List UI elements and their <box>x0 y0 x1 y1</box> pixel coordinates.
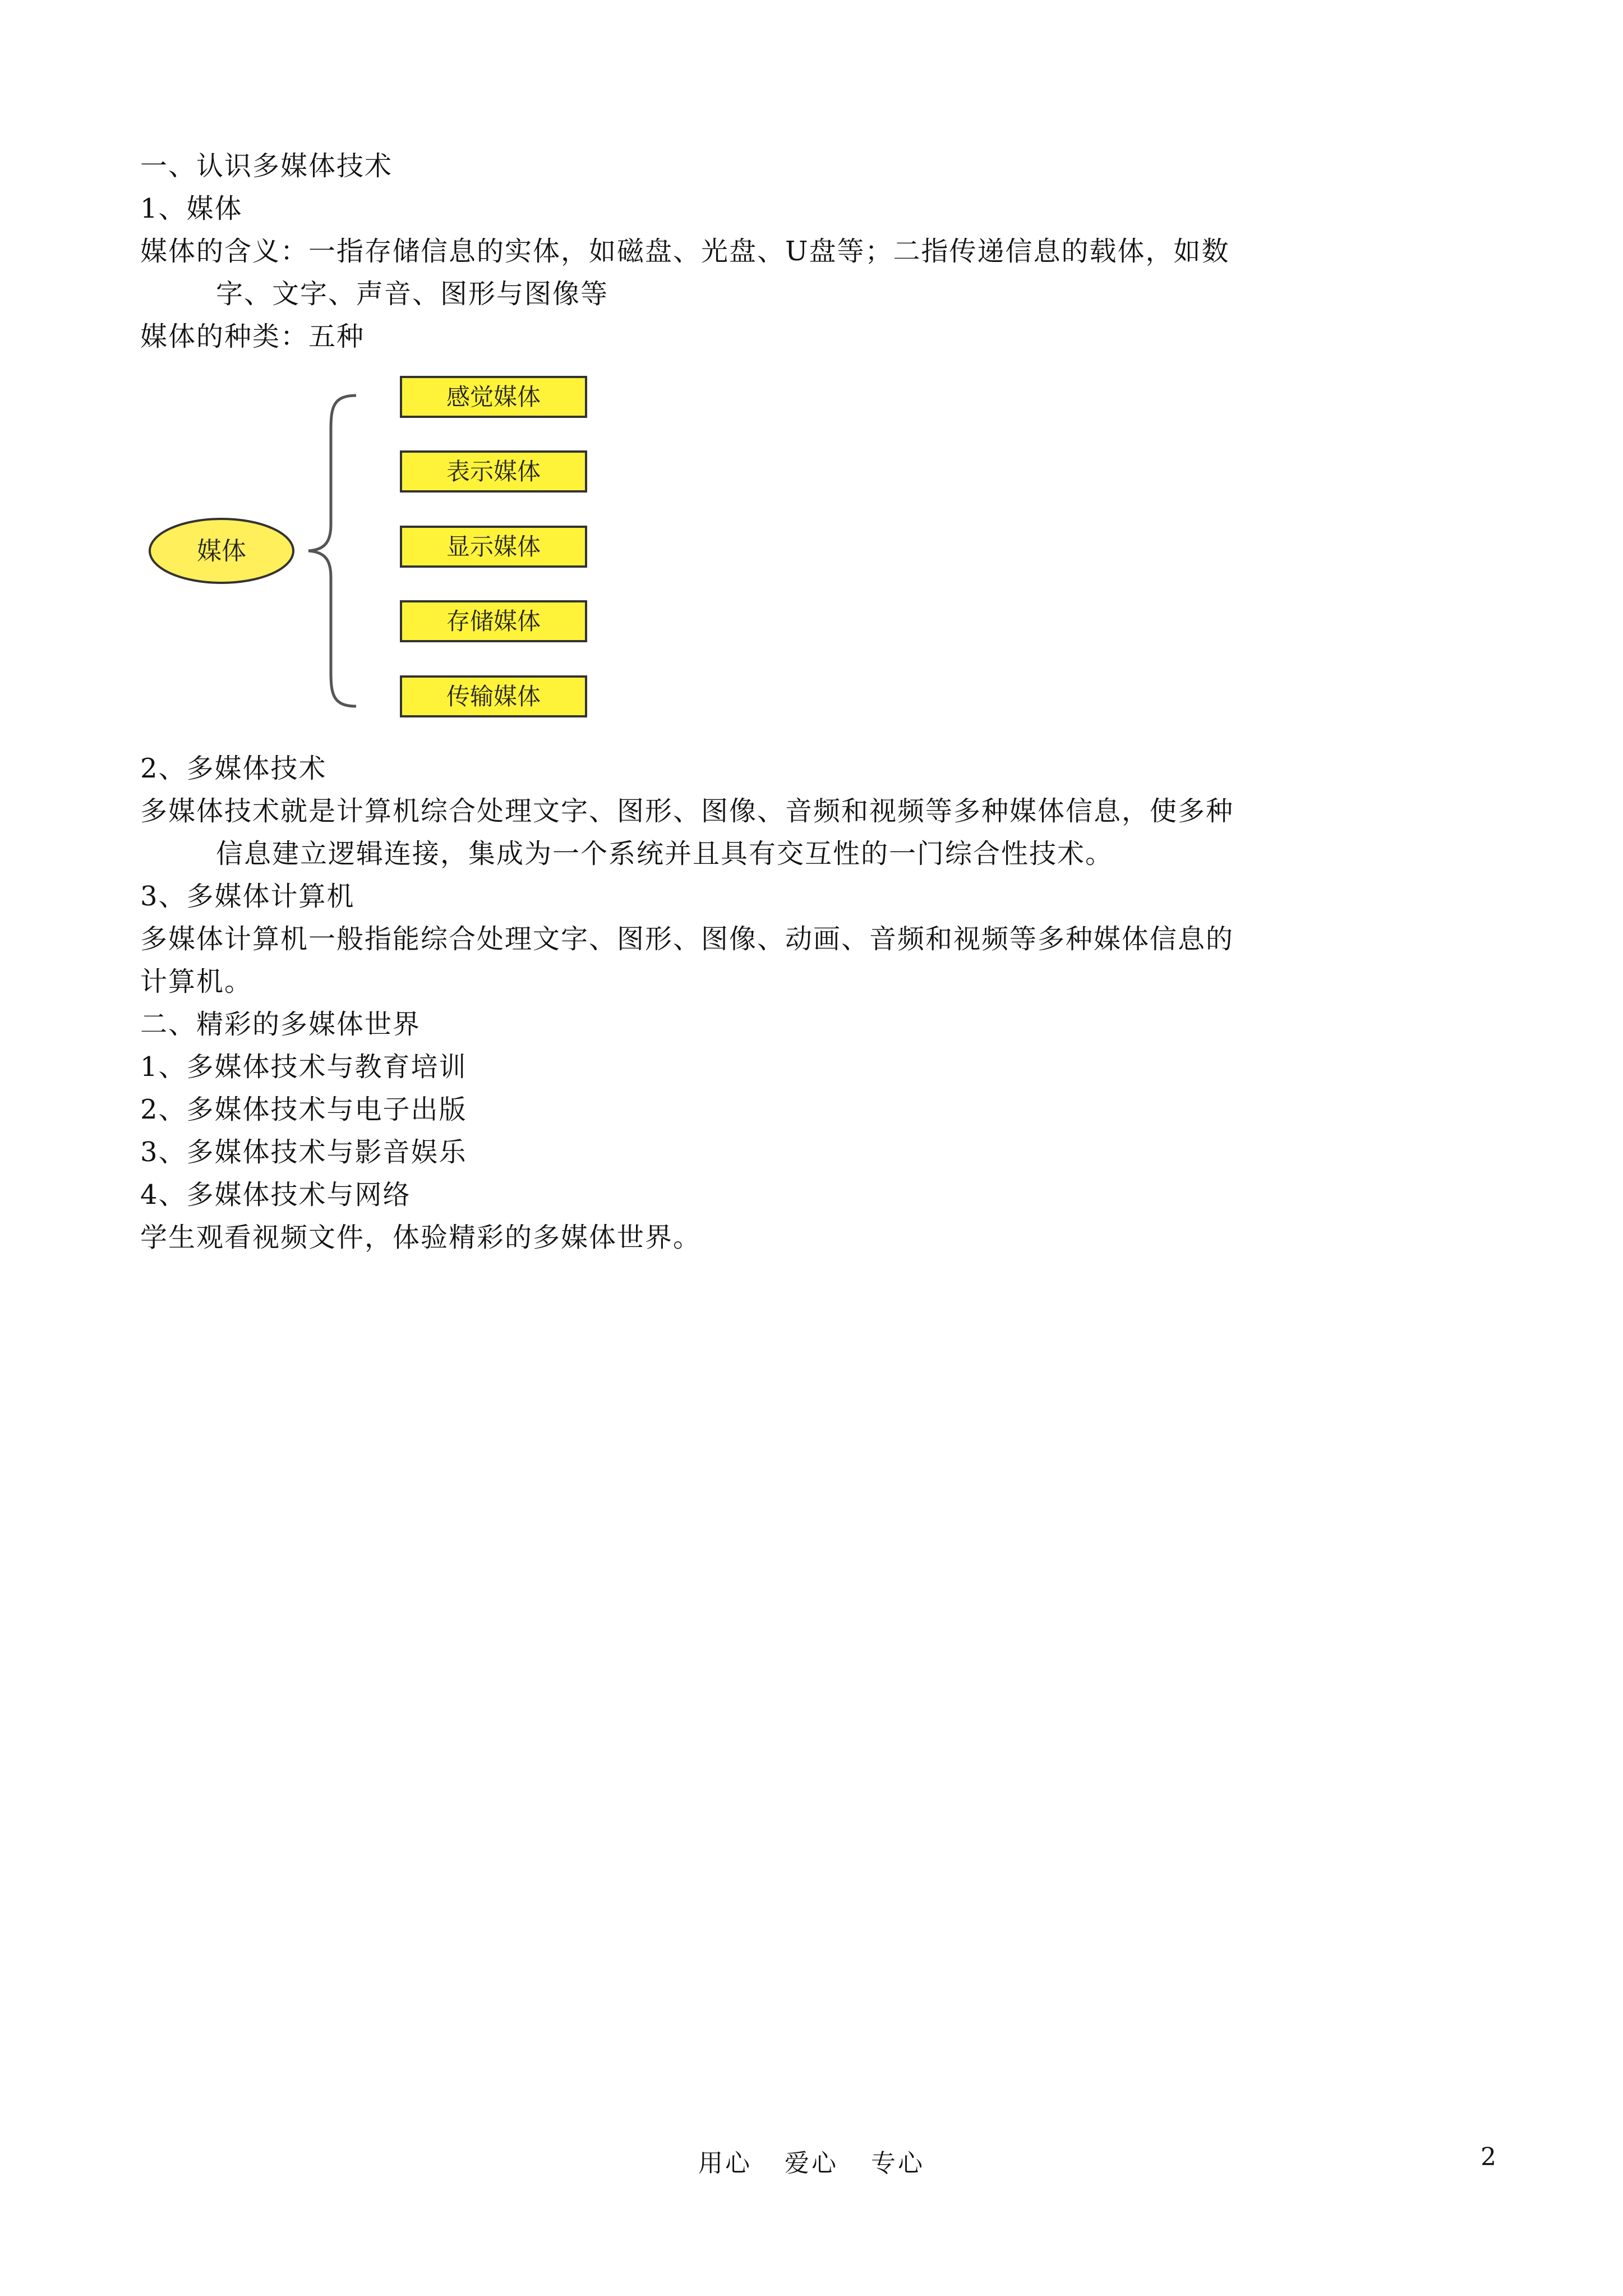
item-label-1: 感觉媒体 <box>446 383 541 411</box>
item-box-2 <box>401 452 586 491</box>
item-box-1 <box>401 377 586 417</box>
item-label-4: 存储媒体 <box>446 608 541 635</box>
closing-sentence: 学生观看视频文件，体验精彩的多媒体世界。 <box>140 1222 702 1253</box>
list-item: 1、多媒体技术与教育培训 <box>140 1051 467 1083</box>
footer-slogan: 用心 爱心 专心 <box>698 2149 925 2178</box>
item-label-2: 表示媒体 <box>446 458 541 485</box>
brace-connector <box>308 395 356 706</box>
media-definition-line-2: 字、文字、声音、图形与图像等 <box>216 278 609 310</box>
multimedia-computer-line-1: 多媒体计算机一般指能综合处理文字、图形、图像、动画、音频和视频等多种媒体信息的 <box>140 923 1234 955</box>
media-definition-line-1: 媒体的含义：一指存储信息的实体，如磁盘、光盘、U盘等；二指传递信息的载体，如数 <box>140 236 1230 267</box>
subsection-title-media: 1、媒体 <box>140 193 243 224</box>
root-label: 媒体 <box>197 537 246 565</box>
item-box-3 <box>401 527 586 567</box>
section-heading-2: 二、精彩的多媒体世界 <box>140 1009 421 1040</box>
multimedia-tech-line-1: 多媒体技术就是计算机综合处理文字、图形、图像、音频和视频等多种媒体信息，使多种 <box>140 795 1234 827</box>
media-types-diagram <box>140 373 645 732</box>
subsection-title-multimedia-computer: 3、多媒体计算机 <box>140 881 355 912</box>
multimedia-computer-line-2: 计算机。 <box>140 966 253 997</box>
item-box-4 <box>401 601 586 641</box>
list-item: 4、多媒体技术与网络 <box>140 1179 411 1211</box>
item-label-3: 显示媒体 <box>446 533 541 560</box>
item-box-5 <box>401 677 586 716</box>
list-item: 3、多媒体技术与影音娱乐 <box>140 1137 467 1168</box>
multimedia-tech-line-2: 信息建立逻辑连接，集成为一个系统并且具有交互性的一门综合性技术。 <box>216 838 1114 869</box>
list-item: 2、多媒体技术与电子出版 <box>140 1094 467 1125</box>
page-number: 2 <box>1481 2143 1496 2171</box>
subsection-title-multimedia-tech: 2、多媒体技术 <box>140 753 327 784</box>
section-heading-1: 一、认识多媒体技术 <box>140 150 393 182</box>
item-label-5: 传输媒体 <box>446 683 541 710</box>
media-types-svg <box>140 373 645 732</box>
media-kinds-label: 媒体的种类：五种 <box>140 321 365 352</box>
